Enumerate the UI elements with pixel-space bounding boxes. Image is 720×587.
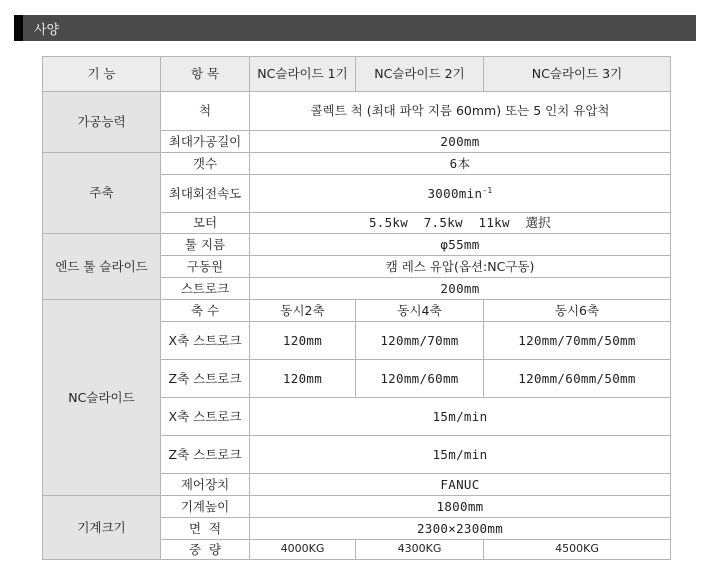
z-stroke-model-3: 120mm/60mm/50mm [484,360,671,398]
table-row [43,234,671,256]
category-machining: 가공능력 [43,92,161,153]
axis-count-model-3: 동시6축 [484,300,671,322]
row-value-end-stroke: 200mm [250,278,671,300]
category-nc-slide: NC슬라이드 [43,300,161,496]
category-end-tool-slide: 엔드 툴 슬라이드 [43,234,161,300]
max-speed-value: 3000min [427,185,483,201]
row-label-motor: 모터 [161,213,250,234]
row-value-x-speed: 15m/min [250,398,671,436]
max-speed-exponent: -1 [482,185,493,195]
z-stroke-model-2: 120mm/60mm [356,360,484,398]
row-value-height: 1800mm [250,496,671,518]
row-label-max-speed: 최대회전속도 [161,175,250,213]
weight-model-2: 4300KG [356,540,484,560]
section-header-bar [14,15,696,41]
axis-count-model-1: 동시2축 [250,300,356,322]
row-value-z-speed: 15m/min [250,436,671,474]
row-value-area: 2300×2300mm [250,518,671,540]
z-stroke-model-1: 120mm [250,360,356,398]
row-label-end-stroke: 스트로크 [161,278,250,300]
row-label-spindle-count: 갯수 [161,153,250,175]
row-value-drive-source: 캠 레스 유압(옵션:NC구동) [250,256,671,278]
x-stroke-model-3: 120mm/70mm/50mm [484,322,671,360]
header-item: 항 목 [161,57,250,92]
header-model-3: NC슬라이드 3기 [484,57,671,92]
row-label-x-speed: X축 스트로크 [161,398,250,436]
weight-model-3: 4500KG [484,540,671,560]
header-model-1: NC슬라이드 1기 [250,57,356,92]
row-label-weight: 중 량 [161,540,250,560]
header-model-2: NC슬라이드 2기 [356,57,484,92]
row-label-z-speed: Z축 스트로크 [161,436,250,474]
section-accent [14,15,23,41]
row-label-x-stroke: X축 스트로크 [161,322,250,360]
row-label-area: 면 적 [161,518,250,540]
header-function: 기 능 [43,57,161,92]
weight-model-1: 4000KG [250,540,356,560]
row-value-max-length: 200mm [250,131,671,153]
row-value-max-speed [250,175,671,213]
row-label-drive-source: 구동원 [161,256,250,278]
table-row [43,300,671,322]
row-label-axis-count: 축 수 [161,300,250,322]
row-label-max-length: 최대가공길이 [161,131,250,153]
table-row [43,153,671,175]
row-label-chuck: 척 [161,92,250,131]
x-stroke-model-1: 120mm [250,322,356,360]
row-label-z-stroke: Z축 스트로크 [161,360,250,398]
row-value-motor: 5.5kw 7.5kw 11kw 選択 [250,213,671,234]
x-stroke-model-2: 120mm/70mm [356,322,484,360]
row-value-tool-diameter: φ55mm [250,234,671,256]
spec-table [42,56,671,560]
row-label-controller: 제어장치 [161,474,250,496]
row-value-spindle-count: 6本 [250,153,671,175]
row-value-chuck: 콜렉트 척 (최대 파악 지름 60mm) 또는 5 인치 유압척 [250,92,671,131]
row-label-height: 기계높이 [161,496,250,518]
category-machine-size: 기계크기 [43,496,161,560]
table-row [43,496,671,518]
category-spindle: 주축 [43,153,161,234]
axis-count-model-2: 동시4축 [356,300,484,322]
section-title: 사양 [34,23,60,38]
table-header-row [43,57,671,92]
row-value-controller: FANUC [250,474,671,496]
row-label-tool-diameter: 툴 지름 [161,234,250,256]
table-row [43,92,671,131]
